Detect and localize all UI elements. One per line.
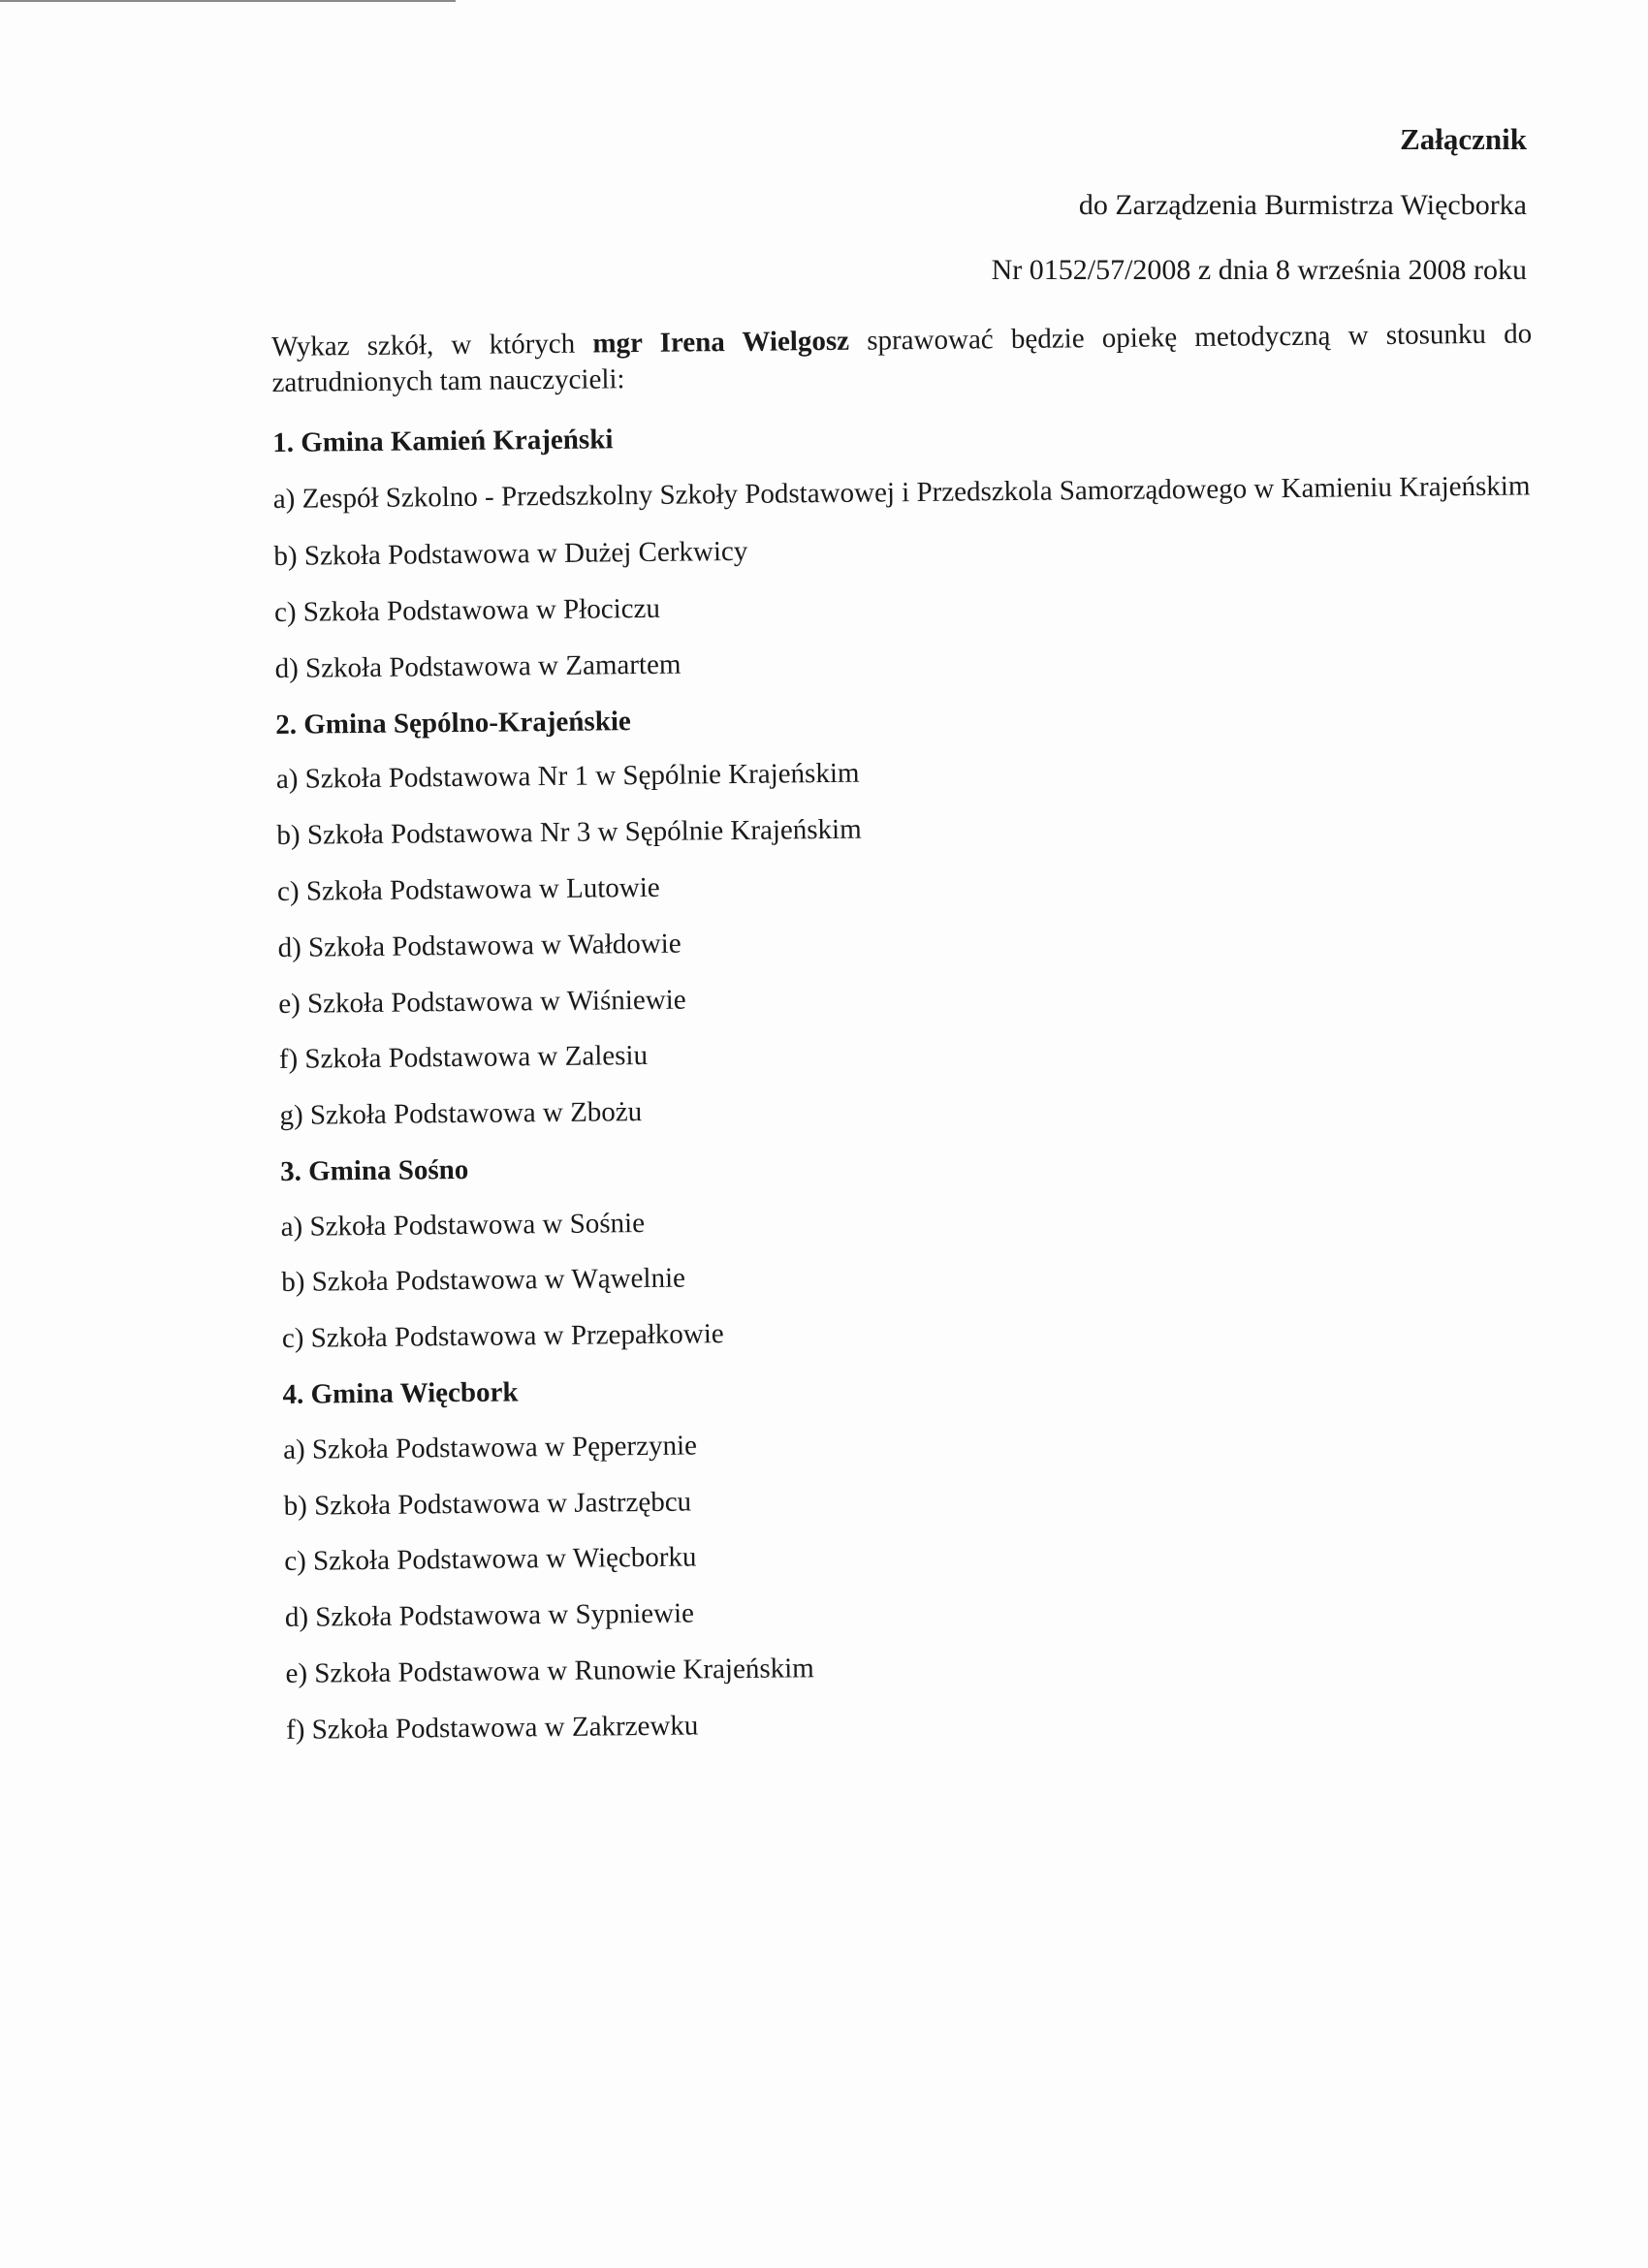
scan-edge-line xyxy=(0,0,456,2)
ordinance-number-date: Nr 0152/57/2008 z dnia 8 września 2008 roku xyxy=(991,254,1527,286)
list-item: a) Szkoła Podstawowa w Pęperzynie xyxy=(282,1430,698,1465)
list-item: c) Szkoła Podstawowa w Płociczu xyxy=(273,592,661,628)
list-item: c) Szkoła Podstawowa w Lutowie xyxy=(276,871,660,907)
list-item: a) Szkoła Podstawowa w Sośnie xyxy=(280,1207,646,1243)
list-item: b) Szkoła Podstawowa w Dużej Cerkwicy xyxy=(273,535,748,573)
section-sepolno xyxy=(275,695,1540,1133)
ordinance-reference: do Zarządzenia Burmistrza Więcborka xyxy=(1078,189,1527,221)
attachment-header xyxy=(992,124,1527,321)
list-item: d) Szkoła Podstawowa w Sypniewie xyxy=(284,1597,695,1634)
person-name: mgr Irena Wielgosz xyxy=(592,325,850,360)
intro-text-before: Wykaz szkół, w których xyxy=(271,328,593,362)
section-title: 1. Gmina Kamień Krajeński xyxy=(272,424,614,459)
section-title: 4. Gmina Więcbork xyxy=(282,1376,519,1411)
list-item: a) Szkoła Podstawowa Nr 1 w Sępólnie Krajeńskim xyxy=(275,757,860,796)
list-item: a) Zespół Szkolno - Przedszkolny Szkoły Podstawowej i Przedszkola Samorządowego w Kamieniu Krajeńskim xyxy=(272,470,1531,516)
list-item: b) Szkoła Podstawowa Nr 3 w Sępólnie Krajeńskim xyxy=(276,813,862,852)
section-kamien xyxy=(272,414,1536,686)
list-item: d) Szkoła Podstawowa w Wałdowie xyxy=(277,928,681,963)
list-item: c) Szkoła Podstawowa w Przepałkowie xyxy=(281,1318,724,1355)
section-title: 2. Gmina Sępólno-Krajeńskie xyxy=(275,705,631,740)
list-item: c) Szkoła Podstawowa w Więcborku xyxy=(284,1541,697,1578)
list-item: e) Szkoła Podstawowa w Runowie Krajeńskim xyxy=(285,1653,814,1689)
list-item: f) Szkoła Podstawowa w Zakrzewku xyxy=(285,1710,699,1746)
document-body xyxy=(271,316,1546,1769)
list-item: d) Szkoła Podstawowa w Zamartem xyxy=(274,648,681,684)
list-item: f) Szkoła Podstawowa w Zalesiu xyxy=(278,1040,649,1076)
attachment-title: Załącznik xyxy=(1400,122,1527,156)
intro-paragraph xyxy=(271,316,1533,401)
list-item: g) Szkoła Podstawowa w Zbożu xyxy=(279,1096,643,1132)
list-item: b) Szkoła Podstawowa w Jastrzębcu xyxy=(283,1486,692,1522)
section-title: 3. Gmina Sośno xyxy=(279,1153,469,1187)
list-item: e) Szkoła Podstawowa w Wiśniewie xyxy=(278,984,686,1020)
section-wiecbork xyxy=(282,1365,1546,1747)
intro-text-after: sprawować będzie opiekę metodyczną w stosunku do zatrudnionych tam nauczycieli: xyxy=(271,318,1533,399)
section-sosno xyxy=(280,1142,1542,1356)
list-item: b) Szkoła Podstawowa w Wąwelnie xyxy=(281,1263,686,1299)
